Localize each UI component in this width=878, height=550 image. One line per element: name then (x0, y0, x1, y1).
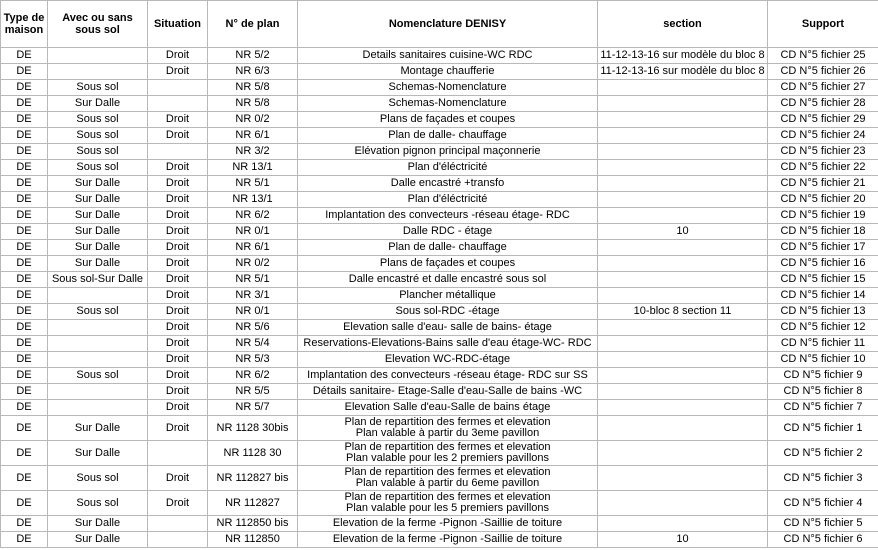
cell-nomenclature[interactable] (298, 400, 598, 416)
cell-avec-sans-sous-sol[interactable]: Sur Dalle (48, 176, 148, 192)
nomenclature-line-1: Elevation salle d'eau- salle de bains- étage (343, 321, 552, 333)
cell-nomenclature[interactable] (298, 416, 598, 441)
cell-avec-sans-sous-sol[interactable] (48, 320, 148, 336)
table-row (1, 96, 878, 112)
cell-avec-sans-sous-sol[interactable]: Sous sol (48, 466, 148, 491)
cell-plan-number[interactable]: NR 13/1 (208, 192, 298, 208)
cell-support[interactable]: CD N°5 fichier 15 (768, 272, 878, 288)
cell-support[interactable]: CD N°5 fichier 13 (768, 304, 878, 320)
cell-plan-number[interactable]: NR 0/1 (208, 304, 298, 320)
cell-situation[interactable]: Droit (148, 320, 208, 336)
cell-type-maison[interactable]: DE (1, 176, 48, 192)
cell-section[interactable] (598, 160, 768, 176)
cell-avec-sans-sous-sol[interactable]: Sous sol (48, 144, 148, 160)
nomenclature-line-1: Plan de repartition des fermes et elevation (344, 441, 551, 453)
cell-avec-sans-sous-sol[interactable]: Sur Dalle (48, 441, 148, 466)
cell-support[interactable]: CD N°5 fichier 21 (768, 176, 878, 192)
cell-support[interactable]: CD N°5 fichier 25 (768, 48, 878, 64)
cell-support[interactable]: CD N°5 fichier 5 (768, 516, 878, 532)
cell-situation[interactable]: Droit (148, 64, 208, 80)
cell-support[interactable]: CD N°5 fichier 8 (768, 384, 878, 400)
cell-situation[interactable]: Droit (148, 48, 208, 64)
nomenclature-line-1: Elevation WC-RDC-étage (384, 353, 511, 365)
cell-plan-number[interactable]: NR 5/8 (208, 96, 298, 112)
table-row (1, 48, 878, 64)
nomenclature-line-1: Elevation de la ferme -Pignon -Saillie de toiture (332, 533, 563, 545)
cell-type-maison[interactable]: DE (1, 160, 48, 176)
cell-plan-number[interactable]: NR 5/1 (208, 176, 298, 192)
nomenclature-line-1: Elevation Salle d'eau-Salle de bains étage (344, 401, 551, 413)
header-type-maison[interactable]: Type de maison (1, 1, 48, 48)
cell-situation[interactable]: Droit (148, 336, 208, 352)
cell-situation[interactable] (148, 532, 208, 548)
cell-plan-number[interactable]: NR 5/1 (208, 272, 298, 288)
cell-section[interactable] (598, 400, 768, 416)
cell-type-maison[interactable]: DE (1, 192, 48, 208)
cell-situation[interactable]: Droit (148, 208, 208, 224)
cell-avec-sans-sous-sol[interactable]: Sur Dalle (48, 256, 148, 272)
nomenclature-line-1: Dalle RDC - étage (402, 225, 493, 237)
nomenclature-line-1: Montage chaufferie (400, 65, 495, 77)
cell-section[interactable] (598, 416, 768, 441)
cell-section[interactable] (598, 80, 768, 96)
cell-type-maison[interactable]: DE (1, 240, 48, 256)
cell-nomenclature[interactable] (298, 352, 598, 368)
cell-nomenclature[interactable] (298, 192, 598, 208)
header-section[interactable]: section (598, 1, 768, 48)
cell-nomenclature[interactable] (298, 466, 598, 491)
cell-plan-number[interactable]: NR 5/7 (208, 400, 298, 416)
cell-section[interactable] (598, 96, 768, 112)
nomenclature-line-1: Schemas-Nomenclature (388, 81, 507, 93)
cell-plan-number[interactable]: NR 3/2 (208, 144, 298, 160)
header-plan-number[interactable]: N° de plan (208, 1, 298, 48)
cell-section[interactable] (598, 208, 768, 224)
cell-avec-sans-sous-sol[interactable]: Sur Dalle (48, 532, 148, 548)
header-row (1, 1, 878, 48)
cell-nomenclature[interactable] (298, 80, 598, 96)
cell-section[interactable]: 10 (598, 224, 768, 240)
nomenclature-line-2: Plan valable à partir du 6eme pavillon (355, 477, 540, 489)
cell-type-maison[interactable]: DE (1, 491, 48, 516)
cell-support[interactable]: CD N°5 fichier 1 (768, 416, 878, 441)
cell-plan-number[interactable]: NR 13/1 (208, 160, 298, 176)
cell-type-maison[interactable]: DE (1, 80, 48, 96)
cell-plan-number[interactable]: NR 112827 bis (208, 466, 298, 491)
cell-support[interactable]: CD N°5 fichier 10 (768, 352, 878, 368)
cell-section[interactable] (598, 441, 768, 466)
cell-plan-number[interactable]: NR 112827 (208, 491, 298, 516)
cell-nomenclature[interactable] (298, 320, 598, 336)
cell-nomenclature[interactable] (298, 240, 598, 256)
cell-avec-sans-sous-sol[interactable] (48, 400, 148, 416)
cell-situation[interactable]: Droit (148, 400, 208, 416)
cell-situation[interactable]: Droit (148, 192, 208, 208)
nomenclature-line-2: Plan valable à partir du 3eme pavillon (355, 427, 540, 439)
cell-support[interactable]: CD N°5 fichier 24 (768, 128, 878, 144)
table-row (1, 491, 878, 516)
nomenclature-line-1: Plan d'éléctricité (407, 161, 488, 173)
table-row (1, 128, 878, 144)
cell-situation[interactable]: Droit (148, 224, 208, 240)
cell-section[interactable] (598, 272, 768, 288)
table-row (1, 176, 878, 192)
cell-support[interactable]: CD N°5 fichier 18 (768, 224, 878, 240)
header-nomenclature[interactable]: Nomenclature DENISY (298, 1, 598, 48)
cell-type-maison[interactable]: DE (1, 384, 48, 400)
cell-plan-number[interactable]: NR 0/1 (208, 224, 298, 240)
cell-plan-number[interactable]: NR 3/1 (208, 288, 298, 304)
cell-section[interactable]: 11-12-13-16 sur modèle du bloc 8 (598, 64, 768, 80)
cell-support[interactable]: CD N°5 fichier 3 (768, 466, 878, 491)
cell-support[interactable]: CD N°5 fichier 14 (768, 288, 878, 304)
cell-nomenclature[interactable] (298, 208, 598, 224)
cell-section[interactable] (598, 516, 768, 532)
cell-support[interactable]: CD N°5 fichier 22 (768, 160, 878, 176)
nomenclature-line-1: Plan de dalle- chauffage (388, 241, 507, 253)
cell-section[interactable] (598, 176, 768, 192)
cell-plan-number[interactable]: NR 5/3 (208, 352, 298, 368)
cell-section[interactable] (598, 240, 768, 256)
cell-situation[interactable]: Droit (148, 304, 208, 320)
cell-support[interactable]: CD N°5 fichier 20 (768, 192, 878, 208)
table-row (1, 224, 878, 240)
cell-type-maison[interactable]: DE (1, 144, 48, 160)
table-row (1, 304, 878, 320)
cell-situation[interactable]: Droit (148, 288, 208, 304)
nomenclature-line-1: Dalle encastré et dalle encastré sous sol (348, 273, 547, 285)
cell-nomenclature[interactable] (298, 384, 598, 400)
cell-type-maison[interactable]: DE (1, 466, 48, 491)
cell-section[interactable] (598, 112, 768, 128)
table-row (1, 272, 878, 288)
cell-situation[interactable]: Droit (148, 368, 208, 384)
cell-plan-number[interactable]: NR 112850 bis (208, 516, 298, 532)
nomenclature-line-1: Plancher métallique (399, 289, 496, 301)
cell-section[interactable]: 11-12-13-16 sur modèle du bloc 8 (598, 48, 768, 64)
cell-section[interactable]: 10-bloc 8 section 11 (598, 304, 768, 320)
cell-type-maison[interactable]: DE (1, 256, 48, 272)
table-row (1, 441, 878, 466)
cell-situation[interactable]: Droit (148, 112, 208, 128)
cell-nomenclature[interactable] (298, 532, 598, 548)
cell-nomenclature[interactable] (298, 368, 598, 384)
table-row (1, 368, 878, 384)
table-row (1, 416, 878, 441)
table-row (1, 160, 878, 176)
cell-avec-sans-sous-sol[interactable]: Sous sol-Sur Dalle (48, 272, 148, 288)
cell-avec-sans-sous-sol[interactable]: Sur Dalle (48, 224, 148, 240)
cell-plan-number[interactable]: NR 6/1 (208, 128, 298, 144)
cell-situation[interactable]: Droit (148, 352, 208, 368)
cell-type-maison[interactable]: DE (1, 400, 48, 416)
table-row (1, 352, 878, 368)
cell-situation[interactable]: Droit (148, 384, 208, 400)
cell-avec-sans-sous-sol[interactable] (48, 64, 148, 80)
table-row (1, 208, 878, 224)
cell-type-maison[interactable]: DE (1, 224, 48, 240)
cell-type-maison[interactable]: DE (1, 416, 48, 441)
cell-avec-sans-sous-sol[interactable]: Sous sol (48, 112, 148, 128)
cell-type-maison[interactable]: DE (1, 208, 48, 224)
cell-section[interactable] (598, 192, 768, 208)
nomenclature-line-1: Reservations-Elevations-Bains salle d'eau étage-WC- RDC (303, 337, 592, 349)
cell-section[interactable] (598, 320, 768, 336)
table-row (1, 80, 878, 96)
cell-support[interactable]: CD N°5 fichier 23 (768, 144, 878, 160)
cell-avec-sans-sous-sol[interactable]: Sous sol (48, 491, 148, 516)
nomenclature-line-1: Elévation pignon principal maçonnerie (354, 145, 541, 157)
cell-situation[interactable]: Droit (148, 256, 208, 272)
cell-nomenclature[interactable] (298, 96, 598, 112)
nomenclature-line-1: Implantation des convecteurs -réseau étage- RDC (325, 209, 570, 221)
cell-type-maison[interactable]: DE (1, 64, 48, 80)
cell-plan-number[interactable]: NR 6/2 (208, 368, 298, 384)
cell-plan-number[interactable]: NR 1128 30 (208, 441, 298, 466)
nomenclature-line-1: Sous sol-RDC -étage (395, 305, 500, 317)
cell-plan-number[interactable]: NR 5/5 (208, 384, 298, 400)
table-row (1, 516, 878, 532)
cell-support[interactable]: CD N°5 fichier 26 (768, 64, 878, 80)
cell-support[interactable]: CD N°5 fichier 11 (768, 336, 878, 352)
cell-nomenclature[interactable] (298, 516, 598, 532)
nomenclature-line-1: Schemas-Nomenclature (388, 97, 507, 109)
cell-situation[interactable] (148, 96, 208, 112)
cell-plan-number[interactable]: NR 1128 30bis (208, 416, 298, 441)
table-row (1, 320, 878, 336)
table-row (1, 466, 878, 491)
cell-situation[interactable]: Droit (148, 240, 208, 256)
cell-nomenclature[interactable] (298, 48, 598, 64)
cell-avec-sans-sous-sol[interactable]: Sur Dalle (48, 208, 148, 224)
cell-plan-number[interactable]: NR 112850 (208, 532, 298, 548)
cell-situation[interactable] (148, 80, 208, 96)
nomenclature-line-1: Plan d'éléctricité (407, 193, 488, 205)
cell-section[interactable] (598, 144, 768, 160)
cell-type-maison[interactable]: DE (1, 288, 48, 304)
header-support[interactable]: Support (768, 1, 878, 48)
cell-section[interactable] (598, 466, 768, 491)
cell-support[interactable]: CD N°5 fichier 6 (768, 532, 878, 548)
nomenclature-line-1: Plan de repartition des fermes et elevation (344, 491, 551, 503)
cell-avec-sans-sous-sol[interactable]: Sur Dalle (48, 240, 148, 256)
cell-support[interactable]: CD N°5 fichier 4 (768, 491, 878, 516)
cell-situation[interactable]: Droit (148, 466, 208, 491)
table-row (1, 288, 878, 304)
cell-section[interactable] (598, 491, 768, 516)
cell-plan-number[interactable]: NR 5/2 (208, 48, 298, 64)
cell-support[interactable]: CD N°5 fichier 9 (768, 368, 878, 384)
cell-nomenclature[interactable] (298, 144, 598, 160)
cell-situation[interactable]: Droit (148, 176, 208, 192)
cell-type-maison[interactable]: DE (1, 112, 48, 128)
cell-type-maison[interactable]: DE (1, 48, 48, 64)
cell-nomenclature[interactable] (298, 64, 598, 80)
cell-nomenclature[interactable] (298, 128, 598, 144)
table-row (1, 64, 878, 80)
cell-nomenclature[interactable] (298, 160, 598, 176)
cell-situation[interactable]: Droit (148, 160, 208, 176)
cell-situation[interactable]: Droit (148, 491, 208, 516)
cell-support[interactable]: CD N°5 fichier 28 (768, 96, 878, 112)
table-row (1, 400, 878, 416)
cell-type-maison[interactable]: DE (1, 336, 48, 352)
cell-section[interactable] (598, 128, 768, 144)
cell-type-maison[interactable]: DE (1, 516, 48, 532)
cell-avec-sans-sous-sol[interactable]: Sous sol (48, 128, 148, 144)
cell-avec-sans-sous-sol[interactable]: Sur Dalle (48, 192, 148, 208)
cell-nomenclature[interactable] (298, 176, 598, 192)
cell-plan-number[interactable]: NR 0/2 (208, 256, 298, 272)
table-row (1, 192, 878, 208)
cell-avec-sans-sous-sol[interactable]: Sous sol (48, 160, 148, 176)
table-row (1, 112, 878, 128)
nomenclature-line-1: Plans de façades et coupes (379, 113, 516, 125)
cell-nomenclature[interactable] (298, 304, 598, 320)
nomenclature-line-1: Plan de repartition des fermes et elevation (344, 466, 551, 478)
cell-section[interactable] (598, 368, 768, 384)
cell-type-maison[interactable]: DE (1, 272, 48, 288)
cell-support[interactable]: CD N°5 fichier 29 (768, 112, 878, 128)
cell-nomenclature[interactable] (298, 491, 598, 516)
cell-nomenclature[interactable] (298, 272, 598, 288)
cell-type-maison[interactable]: DE (1, 368, 48, 384)
cell-avec-sans-sous-sol[interactable] (48, 352, 148, 368)
cell-support[interactable]: CD N°5 fichier 2 (768, 441, 878, 466)
cell-nomenclature[interactable] (298, 224, 598, 240)
cell-support[interactable]: CD N°5 fichier 12 (768, 320, 878, 336)
header-situation[interactable]: Situation (148, 1, 208, 48)
cell-section[interactable] (598, 336, 768, 352)
cell-nomenclature[interactable] (298, 112, 598, 128)
cell-situation[interactable]: Droit (148, 416, 208, 441)
cell-type-maison[interactable]: DE (1, 532, 48, 548)
nomenclature-line-2: Plan valable pour les 2 premiers pavillons (346, 452, 549, 464)
cell-support[interactable]: CD N°5 fichier 7 (768, 400, 878, 416)
nomenclature-line-1: Plans de façades et coupes (379, 257, 516, 269)
cell-nomenclature[interactable] (298, 441, 598, 466)
cell-avec-sans-sous-sol[interactable] (48, 336, 148, 352)
cell-type-maison[interactable]: DE (1, 352, 48, 368)
table-body (1, 48, 878, 548)
nomenclature-line-1: Plan de repartition des fermes et elevation (344, 416, 551, 428)
cell-section[interactable] (598, 352, 768, 368)
cell-section[interactable] (598, 384, 768, 400)
cell-section[interactable] (598, 256, 768, 272)
cell-plan-number[interactable]: NR 0/2 (208, 112, 298, 128)
cell-support[interactable]: CD N°5 fichier 16 (768, 256, 878, 272)
cell-avec-sans-sous-sol[interactable] (48, 48, 148, 64)
cell-nomenclature[interactable] (298, 336, 598, 352)
cell-plan-number[interactable]: NR 6/3 (208, 64, 298, 80)
table-row (1, 144, 878, 160)
cell-nomenclature[interactable] (298, 288, 598, 304)
nomenclature-line-2: Plan valable pour les 5 premiers pavillons (346, 502, 549, 514)
cell-situation[interactable] (148, 441, 208, 466)
cell-section[interactable] (598, 288, 768, 304)
nomenclature-line-1: Elevation de la ferme -Pignon -Saillie de toiture (332, 517, 563, 529)
nomenclature-line-1: Dalle encastré +transfo (390, 177, 505, 189)
nomenclature-line-1: Details sanitaires cuisine-WC RDC (362, 49, 533, 61)
cell-type-maison[interactable]: DE (1, 304, 48, 320)
cell-plan-number[interactable]: NR 6/1 (208, 240, 298, 256)
cell-plan-number[interactable]: NR 5/4 (208, 336, 298, 352)
cell-support[interactable]: CD N°5 fichier 17 (768, 240, 878, 256)
cell-avec-sans-sous-sol[interactable] (48, 288, 148, 304)
cell-type-maison[interactable]: DE (1, 320, 48, 336)
table-row (1, 532, 878, 548)
cell-avec-sans-sous-sol[interactable]: Sous sol (48, 304, 148, 320)
cell-plan-number[interactable]: NR 6/2 (208, 208, 298, 224)
cell-plan-number[interactable]: NR 5/6 (208, 320, 298, 336)
cell-situation[interactable]: Droit (148, 272, 208, 288)
cell-avec-sans-sous-sol[interactable] (48, 384, 148, 400)
cell-avec-sans-sous-sol[interactable]: Sous sol (48, 80, 148, 96)
cell-support[interactable]: CD N°5 fichier 19 (768, 208, 878, 224)
header-avec-sans-sous-sol[interactable]: Avec ou sans sous sol (48, 1, 148, 48)
nomenclature-line-1: Plan de dalle- chauffage (388, 129, 507, 141)
cell-support[interactable]: CD N°5 fichier 27 (768, 80, 878, 96)
cell-situation[interactable] (148, 144, 208, 160)
table-row (1, 240, 878, 256)
cell-avec-sans-sous-sol[interactable]: Sous sol (48, 368, 148, 384)
cell-avec-sans-sous-sol[interactable]: Sur Dalle (48, 416, 148, 441)
cell-situation[interactable]: Droit (148, 128, 208, 144)
cell-situation[interactable] (148, 516, 208, 532)
cell-nomenclature[interactable] (298, 256, 598, 272)
cell-avec-sans-sous-sol[interactable]: Sur Dalle (48, 96, 148, 112)
table-row (1, 384, 878, 400)
cell-type-maison[interactable]: DE (1, 96, 48, 112)
table-row (1, 256, 878, 272)
cell-section[interactable]: 10 (598, 532, 768, 548)
cell-type-maison[interactable]: DE (1, 128, 48, 144)
table-row (1, 336, 878, 352)
cell-type-maison[interactable]: DE (1, 441, 48, 466)
cell-avec-sans-sous-sol[interactable]: Sur Dalle (48, 516, 148, 532)
cell-plan-number[interactable]: NR 5/8 (208, 80, 298, 96)
nomenclature-line-1: Implantation des convecteurs -réseau étage- RDC sur SS (307, 369, 588, 381)
nomenclature-line-1: Détails sanitaire- Etage-Salle d'eau-Salle de bains -WC (312, 385, 583, 397)
